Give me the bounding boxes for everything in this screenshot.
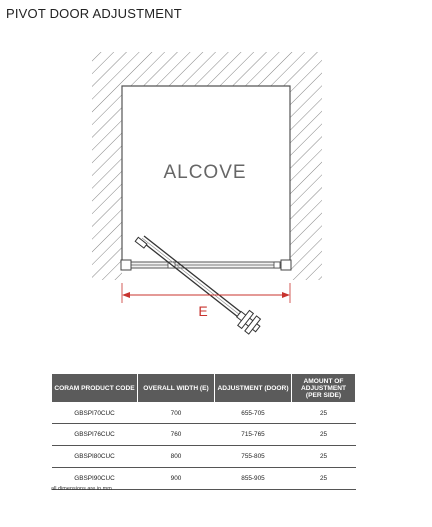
cell-amount-per-side: 25 xyxy=(292,446,356,468)
cell-overall-width: 700 xyxy=(138,403,215,424)
table-row xyxy=(52,446,356,468)
pivot-door-diagram xyxy=(0,40,432,350)
wall-bracket-left xyxy=(121,260,131,270)
dimension-e-label: E xyxy=(198,303,208,319)
table-row xyxy=(52,403,356,424)
cell-product-code: GBSPI90CUC xyxy=(52,468,138,490)
cell-amount-per-side: 25 xyxy=(292,403,356,424)
cell-product-code: GBSPI70CUC xyxy=(52,403,138,424)
adjustment-table xyxy=(51,373,356,490)
cell-adjustment: 655-705 xyxy=(215,403,292,424)
header-adjustment: ADJUSTMENT (DOOR) xyxy=(215,374,292,403)
cell-overall-width: 800 xyxy=(138,446,215,468)
table-header-row xyxy=(52,374,356,403)
cell-overall-width: 900 xyxy=(138,468,215,490)
cell-adjustment: 755-805 xyxy=(215,446,292,468)
cell-overall-width: 760 xyxy=(138,424,215,446)
footnote: all dimensions are in mm xyxy=(51,486,112,492)
alcove-label: ALCOVE xyxy=(163,162,247,183)
header-product-code: CORAM PRODUCT CODE xyxy=(52,374,138,403)
page-title: PIVOT DOOR ADJUSTMENT xyxy=(6,6,182,21)
wall-bracket-right xyxy=(281,260,291,270)
table-row xyxy=(52,424,356,446)
header-overall-width: OVERALL WIDTH (E) xyxy=(138,374,215,403)
cell-adjustment: 715-765 xyxy=(215,424,292,446)
cell-amount-per-side: 25 xyxy=(292,468,356,490)
cell-amount-per-side: 25 xyxy=(292,424,356,446)
cell-adjustment: 855-905 xyxy=(215,468,292,490)
pivot-door-panel xyxy=(135,236,263,336)
header-amount-per-side: AMOUNT OF ADJUSTMENT (PER SIDE) xyxy=(292,374,356,403)
cell-product-code: GBSPI80CUC xyxy=(52,446,138,468)
cell-product-code: GBSPI76CUC xyxy=(52,424,138,446)
